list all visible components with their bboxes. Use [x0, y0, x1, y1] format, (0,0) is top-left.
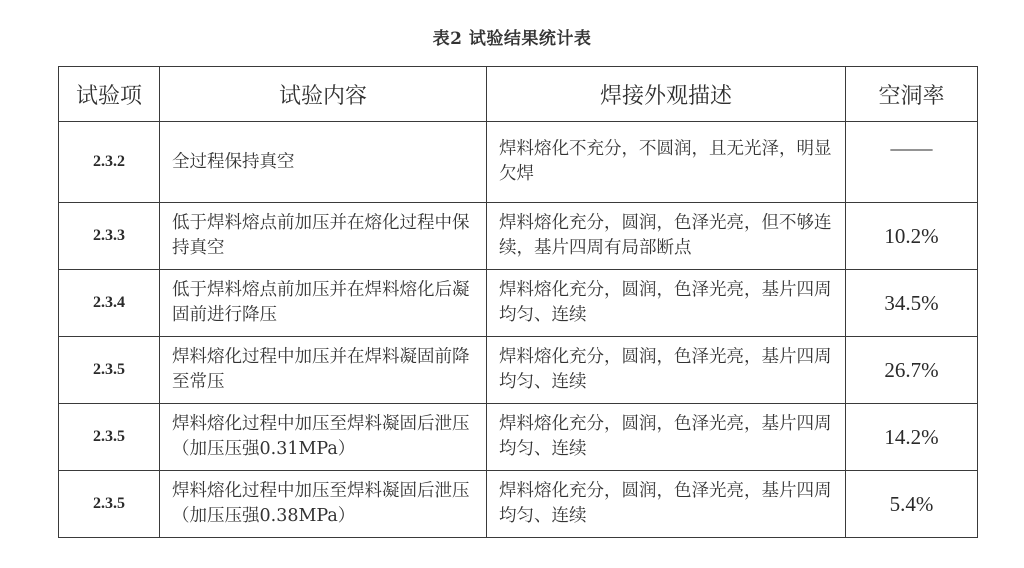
- table-row: [59, 122, 978, 203]
- table-row: [59, 471, 978, 538]
- cell-void-rate: 26.7%: [846, 337, 978, 404]
- header-weld-appearance: 焊接外观描述: [487, 67, 846, 122]
- cell-appearance: 焊料熔化不充分，不圆润，且无光泽，明显欠焊: [487, 122, 846, 203]
- table-row: [59, 203, 978, 270]
- cell-test-id: 2.3.2: [59, 122, 160, 203]
- cell-test-content: 焊料熔化过程中加压并在焊料凝固前降至常压: [160, 337, 487, 404]
- cell-void-rate: 34.5%: [846, 270, 978, 337]
- cell-appearance: 焊料熔化充分，圆润，色泽光亮，基片四周均匀、连续: [487, 471, 846, 538]
- header-void-rate: 空洞率: [846, 67, 978, 122]
- table-row: [59, 270, 978, 337]
- cell-void-rate: 5.4%: [846, 471, 978, 538]
- cell-appearance: 焊料熔化充分，圆润，色泽光亮，基片四周均匀、连续: [487, 404, 846, 471]
- table-caption: 表2 试验结果统计表: [432, 29, 592, 49]
- cell-test-id: 2.3.5: [59, 337, 160, 404]
- cell-void-rate: ——: [846, 122, 978, 203]
- cell-test-content: 低于焊料熔点前加压并在焊料熔化后凝固前进行降压: [160, 270, 487, 337]
- cell-test-content: 焊料熔化过程中加压至焊料凝固后泄压（加压压强0.38MPa）: [160, 471, 487, 538]
- cell-test-content: 低于焊料熔点前加压并在熔化过程中保持真空: [160, 203, 487, 270]
- cell-appearance: 焊料熔化充分，圆润，色泽光亮，但不够连续，基片四周有局部断点: [487, 203, 846, 270]
- cell-appearance: 焊料熔化充分，圆润，色泽光亮，基片四周均匀、连续: [487, 270, 846, 337]
- cell-void-rate: 14.2%: [846, 404, 978, 471]
- cell-test-id: 2.3.4: [59, 270, 160, 337]
- results-table: [58, 66, 978, 538]
- cell-test-id: 2.3.5: [59, 471, 160, 538]
- cell-test-content: 焊料熔化过程中加压至焊料凝固后泄压（加压压强0.31MPa）: [160, 404, 487, 471]
- cell-appearance: 焊料熔化充分，圆润，色泽光亮，基片四周均匀、连续: [487, 337, 846, 404]
- table-row: [59, 337, 978, 404]
- cell-test-content: 全过程保持真空: [160, 122, 487, 203]
- table-header-row: [59, 67, 978, 122]
- cell-test-id: 2.3.5: [59, 404, 160, 471]
- cell-void-rate: 10.2%: [846, 203, 978, 270]
- table-row: [59, 404, 978, 471]
- header-test-content: 试验内容: [160, 67, 487, 122]
- header-test-item: 试验项: [59, 67, 160, 122]
- cell-test-id: 2.3.3: [59, 203, 160, 270]
